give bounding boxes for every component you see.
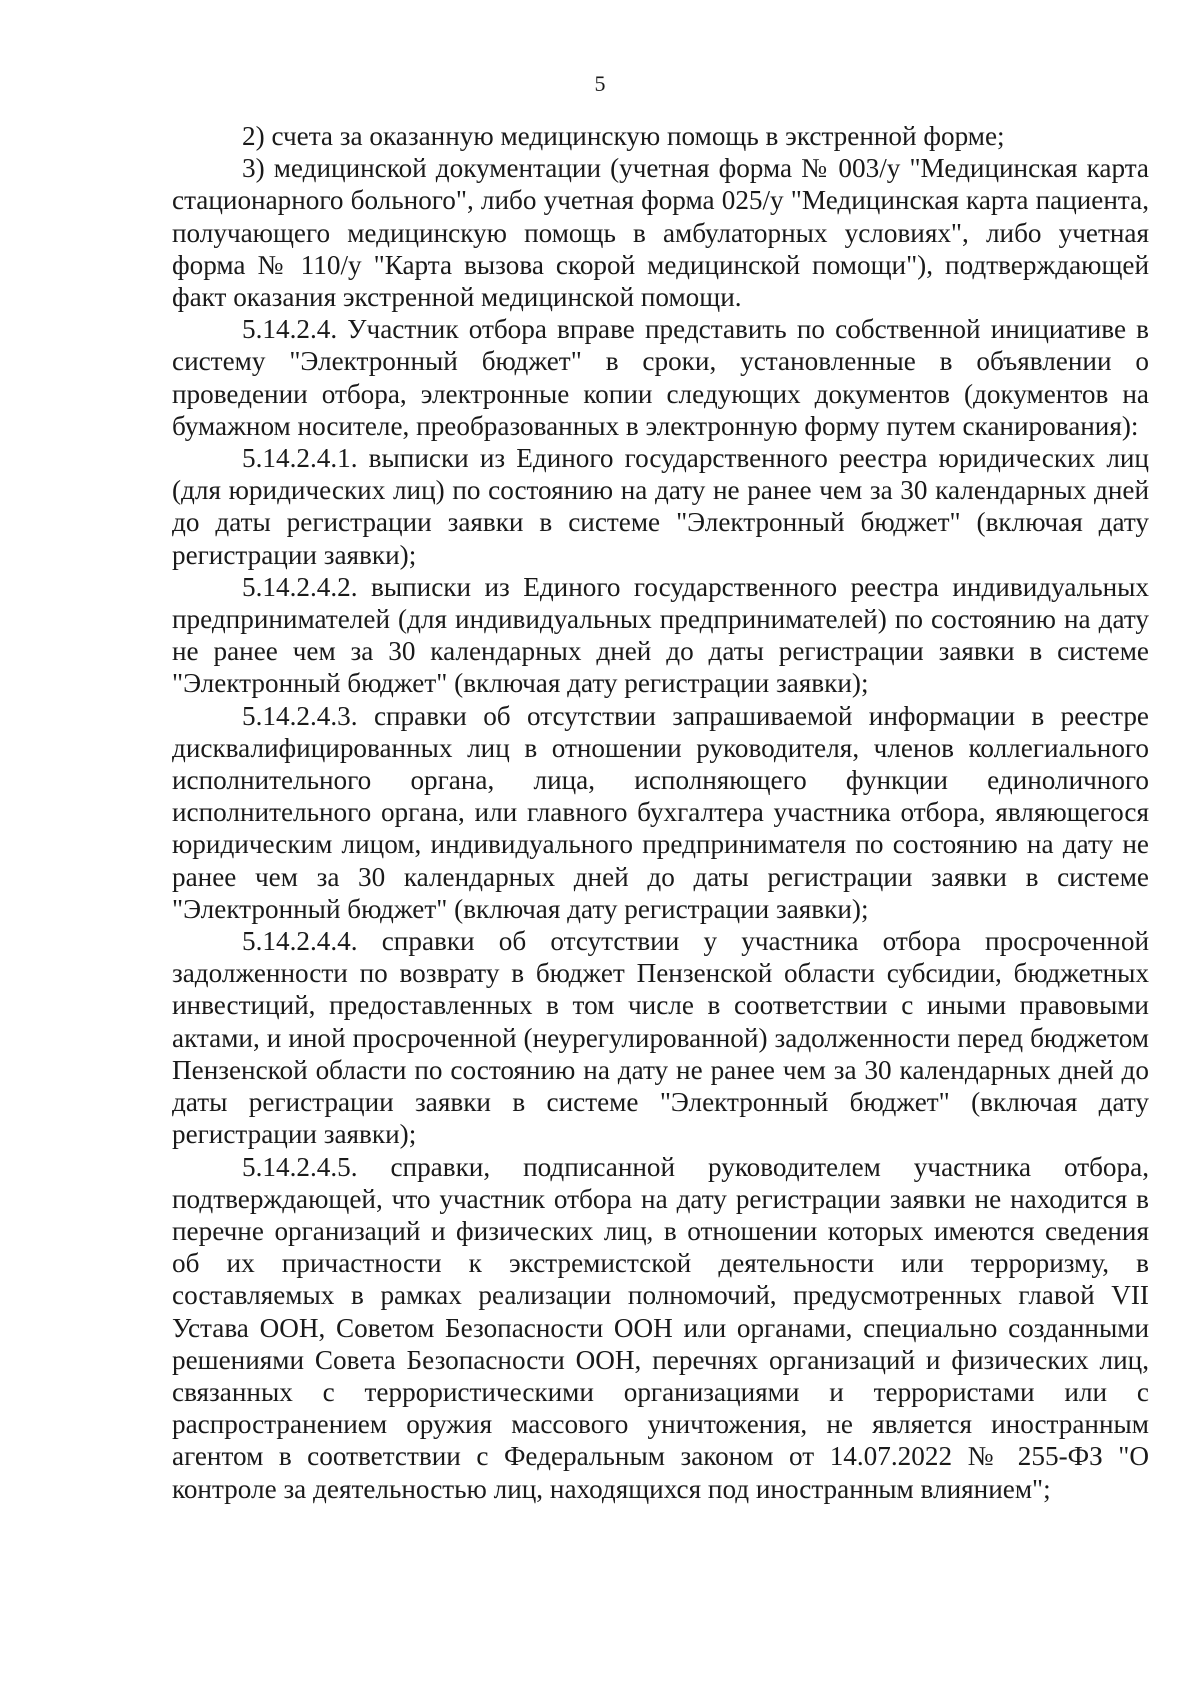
paragraph-5-14-2-4-2: 5.14.2.4.2. выписки из Единого государственного реестра индивидуальных предпринимателей (для индивидуальных предпринимателей) по состоянию на дату не ранее чем за 30 календарных дней до даты регистрации заявки в системе "Электронный бюджет" (включая дату регистрации заявки); bbox=[172, 571, 1149, 699]
paragraph-5-14-2-4-4: 5.14.2.4.4. справки об отсутствии у участника отбора просроченной задолженности по возврату в бюджет Пензенской области субсидии, бюджетных инвестиций, предоставленных в том числе в соответствии с иными правовыми актами, и иной просроченной (неурегулированной) задолженности перед бюджетом Пензенской области по состоянию на дату не ранее чем за 30 календарных дней до даты регистрации заявки в системе "Электронный бюджет" (включая дату регистрации заявки); bbox=[172, 926, 1149, 1150]
paragraph-5-14-2-4-1: 5.14.2.4.1. выписки из Единого государственного реестра юридических лиц (для юридических лиц) по состоянию на дату не ранее чем за 30 календарных дней до даты регистрации заявки в системе "Электронный бюджет" (включая дату регистрации заявки); bbox=[172, 443, 1149, 570]
paragraph-item-3: 3) медицинской документации (учетная форма № 003/у "Медицинская карта стационарного больного", либо учетная форма 025/у "Медицинская карта пациента, получающего медицинскую помощь в амбулаторных условиях", либо учетная форма № 110/у "Карта вызова скорой медицинской помощи"), подтверждающей факт оказания экстренной медицинской помощи. bbox=[172, 153, 1149, 313]
paragraph-5-14-2-4: 5.14.2.4. Участник отбора вправе представить по собственной инициативе в систему "Электронный бюджет" в сроки, установленные в объявлении о проведении отбора, электронные копии следующих документов (документов на бумажном носителе, преобразованных в электронную форму путем сканирования): bbox=[172, 314, 1149, 441]
page-number: 5 bbox=[594, 71, 606, 96]
paragraph-item-2: 2) счета за оказанную медицинскую помощь в экстренной форме; bbox=[242, 121, 1005, 151]
document-body bbox=[172, 120, 1149, 1505]
paragraph-5-14-2-4-3: 5.14.2.4.3. справки об отсутствии запрашиваемой информации в реестре дисквалифицированных лиц в отношении руководителя, членов коллегиального исполнительного органа, лица, исполняющего функции единоличного исполнительного органа, или главного бухгалтера участника отбора, являющегося юридическим лицом, индивидуального предпринимателя по состоянию на дату не ранее чем за 30 календарных дней до даты регистрации заявки в системе "Электронный бюджет" (включая дату регистрации заявки); bbox=[172, 700, 1149, 924]
paragraph-5-14-2-4-5: 5.14.2.4.5. справки, подписанной руководителем участника отбора, подтверждающей, что участник отбора на дату регистрации заявки не находится в перечне организаций и физических лиц, в отношении которых имеются сведения об их причастности к экстремистской деятельности или терроризму, в составляемых в рамках реализации полномочий, предусмотренных главой VII Устава ООН, Советом Безопасности ООН или органами, специально созданными решениями Совета Безопасности ООН, перечнях организаций и физических лиц, связанных с террористическими организациями и террористами или с распространением оружия массового уничтожения, не является иностранным агентом в соответствии с Федеральным законом от 14.07.2022 № 255-ФЗ "О контроле за деятельностью лиц, находящихся под иностранным влиянием"; bbox=[172, 1151, 1149, 1504]
